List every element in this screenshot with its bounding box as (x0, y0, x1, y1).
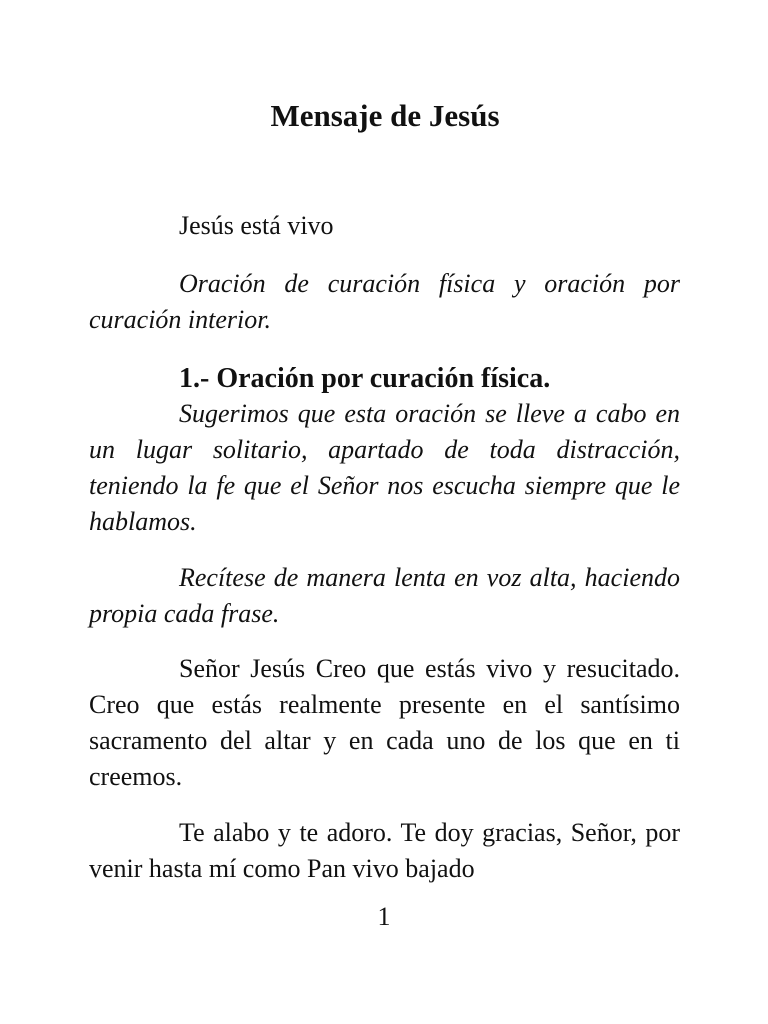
paragraph-prayer-2: Te alabo y te adoro. Te doy gracias, Señor, por venir hasta mí como Pan vivo bajado (89, 818, 680, 883)
document-title: Mensaje de Jesús (270, 98, 500, 133)
paragraph-prayer-1: Señor Jesús Creo que estás vivo y resucitado. Creo que estás realmente presente en el santísimo sacramento del altar y en cada uno de los que en ti creemos. (89, 654, 680, 791)
section-heading: 1.- Oración por curación física. (179, 363, 551, 394)
intro-paragraph: Oración de curación física y oración por curación interior. (89, 269, 680, 334)
paragraph-instruction: Recítese de manera lenta en voz alta, haciendo propia cada frase. (89, 563, 680, 628)
paragraph-suggestion: Sugerimos que esta oración se lleve a cabo en un lugar solitario, apartado de toda distracción, teniendo la fe que el Señor nos escucha siempre que le hablamos. (89, 399, 680, 536)
page-number: 1 (377, 902, 391, 931)
subtitle-line: Jesús está vivo (179, 211, 334, 240)
